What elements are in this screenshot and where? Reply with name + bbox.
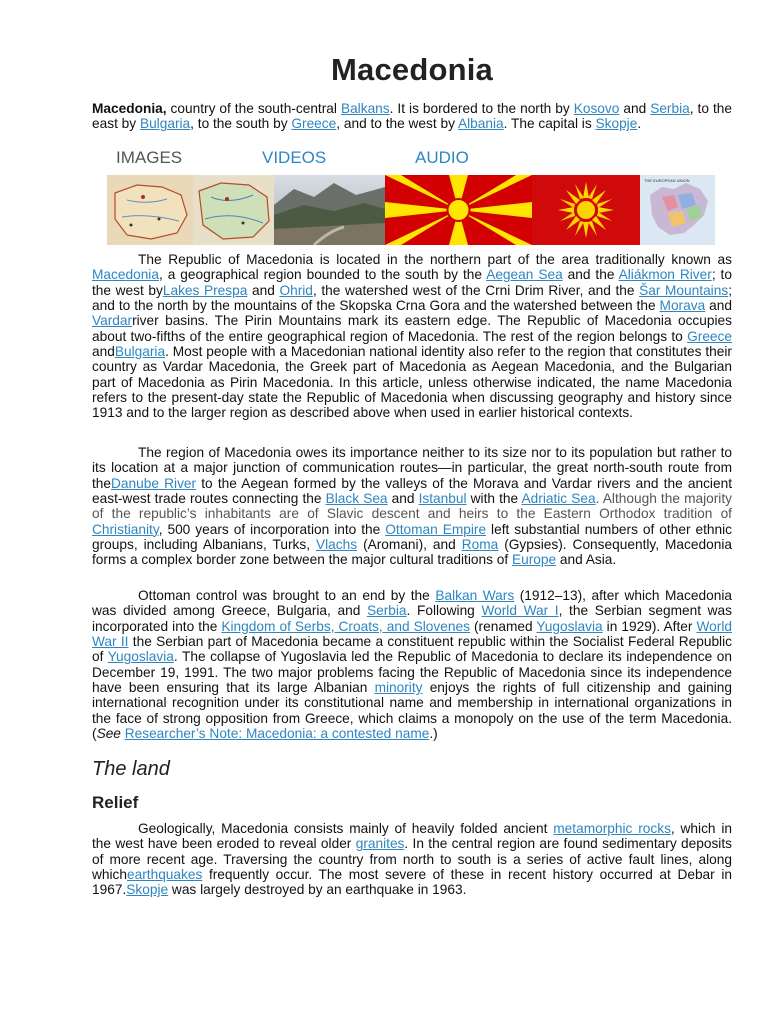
text: The region of Macedonia owes its importance neither to its size nor to its population but rather to its location at a major junction of communication routes—in particular, the great north-south route from the (92, 445, 732, 491)
text: and Asia. (556, 552, 617, 568)
europe-map-caption: THE EUROPEAN UNION (644, 178, 690, 183)
link-adriatic-sea[interactable]: Adriatic Sea (521, 491, 596, 507)
text: and (247, 282, 280, 298)
link-aliakmon-river[interactable]: Aliákmon River (618, 267, 712, 283)
text: Ottoman control was brought to an end by the (138, 588, 436, 603)
intro-paragraph (92, 101, 732, 132)
link-macedonia[interactable]: Macedonia (92, 267, 159, 283)
text: , the Serbian segment was incorporated into the (92, 603, 732, 634)
link-christianity[interactable]: Christianity (92, 521, 159, 537)
image-strip (107, 175, 715, 245)
link-granites[interactable]: granites (355, 836, 405, 852)
link-sar-mountains[interactable]: Šar Mountains (639, 282, 729, 298)
text: country of the south-central (166, 101, 341, 116)
text: in 1929). After (602, 618, 697, 634)
text: with the (466, 491, 522, 507)
text: . The collapse of Yugoslavia led the Republic of Macedonia to declare its independence on December 19, 1991. The two major problems facing the Republic of Macedonia since its independence have been ensuring that its large Albanian (92, 649, 732, 696)
text: the Serbian part of Macedonia became a constituent republic within the Socialist Federal Republic of (92, 634, 732, 665)
subsection-heading-relief: Relief (92, 793, 139, 812)
media-tabs (116, 148, 536, 170)
link-morava[interactable]: Morava (659, 298, 706, 314)
text: and (387, 491, 419, 507)
text: , 500 years of incorporation into the (158, 521, 386, 537)
link-metamorphic-rocks[interactable]: metamorphic rocks (553, 821, 671, 836)
text: , which in the west have been eroded to reveal older (92, 821, 733, 852)
link-serbia[interactable]: Serbia (650, 101, 690, 116)
link-danube-river[interactable]: Danube River (111, 475, 197, 491)
text: ; and to the north by the mountains of the Skopska Crna Gora and the watershed between the (92, 282, 732, 314)
text: Geologically, Macedonia consists mainly of heavily folded ancient (138, 821, 554, 836)
text: and (705, 298, 733, 314)
text: , to the east by (92, 101, 732, 132)
text: , the watershed west of the Crni Drim River, and the (312, 282, 640, 298)
paragraph-importance (92, 445, 732, 568)
text: . Although the majority of the republic’s inhabitants are of Slavic descent and heirs to the Eastern Orthodox tradition of (92, 491, 732, 522)
text: . In the central region are found sedimentary deposits of more recent age. Traversing the country from north to south is a series of active fault lines, along which (92, 836, 732, 883)
text: to the Aegean formed by the valleys of the Morava and Vardar rivers and the ancient east-west trade routes connecting the (92, 475, 732, 507)
link-skopje-2[interactable]: Skopje (126, 882, 169, 898)
link-world-war-2[interactable]: World War II (92, 618, 732, 650)
map-thumbnail-2[interactable] (193, 175, 274, 245)
link-vardar[interactable]: Vardar (92, 313, 133, 329)
text: river basins. The Pirin Mountains mark its eastern edge. The Republic of Macedonia occupies about two-fifths of the entire geographical region of Macedonia. The rest of the region belongs to (92, 313, 732, 344)
link-roma[interactable]: Roma (461, 537, 499, 553)
link-yugoslavia[interactable]: Yugoslavia (536, 618, 603, 634)
flag-thumbnail-1[interactable] (385, 175, 532, 245)
link-kingdom-scs[interactable]: Kingdom of Serbs, Croats, and Slovenes (221, 618, 470, 634)
paragraph-relief (92, 821, 732, 898)
flag-thumbnail-2[interactable] (532, 175, 640, 245)
link-bulgaria[interactable]: Bulgaria (139, 116, 191, 132)
text: left substantial numbers of other ethnic groups, including Albanians, Turks, (92, 521, 732, 553)
text: (1912–13), after which Macedonia was divided among Greece, Bulgaria, and (92, 588, 732, 619)
link-lakes-prespa[interactable]: Lakes Prespa (162, 282, 248, 298)
text: , to the south by (190, 116, 292, 132)
text: was largely destroyed by an earthquake in 1963. (168, 882, 467, 898)
tab-images[interactable]: IMAGES (116, 148, 183, 167)
text: .) (429, 726, 438, 742)
link-albania[interactable]: Albania (458, 116, 504, 132)
text: The Republic of Macedonia is located in the northern part of the area traditionally known as (138, 252, 732, 267)
link-black-sea[interactable]: Black Sea (325, 491, 388, 507)
link-bulgaria-2[interactable]: Bulgaria (114, 344, 166, 360)
link-vlachs[interactable]: Vlachs (316, 537, 358, 553)
link-ottoman-empire[interactable]: Ottoman Empire (385, 521, 487, 537)
link-yugoslavia-2[interactable]: Yugoslavia (107, 649, 174, 665)
link-researchers-note[interactable]: Researcher’s Note: Macedonia: a contested name (124, 726, 430, 742)
tab-audio[interactable]: AUDIO (415, 148, 469, 167)
link-skopje[interactable]: Skopje (595, 116, 638, 132)
text: and (92, 344, 115, 360)
text: , and to the west by (336, 116, 458, 132)
text: . It is bordered to the north by (389, 101, 574, 116)
page-title: Macedonia (330, 52, 493, 87)
text: . Following (406, 603, 482, 619)
link-earthquakes[interactable]: earthquakes (127, 867, 203, 883)
see-label: See (96, 726, 121, 742)
intro-bold-term: Macedonia, (92, 101, 167, 116)
tab-videos[interactable]: VIDEOS (262, 148, 327, 167)
text: and (619, 101, 651, 116)
section-heading-the-land: The land (92, 758, 170, 780)
link-greece[interactable]: Greece (291, 116, 337, 132)
text: and the (562, 267, 619, 283)
text: frequently occur. The most severe of these in recent history occurred at Debar in 1967. (92, 867, 732, 898)
text: enjoys the rights of full citizenship and gaining international recognition under its constitutional name and membership in international organizations in the face of strong opposition from Greece, which claims a monopoly on the use of the term Macedonia. ( (92, 680, 732, 742)
link-serbia-2[interactable]: Serbia (366, 603, 407, 619)
link-aegean-sea[interactable]: Aegean Sea (486, 267, 563, 283)
map-thumbnail-1[interactable] (107, 175, 193, 245)
text: . The capital is (503, 116, 596, 132)
landscape-thumbnail[interactable] (274, 175, 385, 245)
link-balkans[interactable]: Balkans (340, 101, 390, 116)
text: , a geographical region bounded to the south by the (158, 267, 487, 283)
link-world-war-1[interactable]: World War I (481, 603, 559, 619)
link-minority[interactable]: minority (374, 680, 423, 696)
link-istanbul[interactable]: Istanbul (418, 491, 467, 507)
link-ohrid[interactable]: Ohrid (279, 282, 313, 298)
link-greece-2[interactable]: Greece (687, 328, 732, 344)
text: . (637, 116, 642, 132)
text: (renamed (469, 618, 537, 634)
paragraph-history (92, 588, 732, 741)
text: (Gypsies). Consequently, Macedonia forms a complex border zone between the major cultural traditions of (92, 537, 732, 568)
paragraph-geography (92, 252, 732, 421)
text: ; to the west by (92, 267, 732, 298)
link-europe[interactable]: Europe (511, 552, 557, 568)
europe-map-thumbnail[interactable] (640, 175, 715, 245)
link-kosovo[interactable]: Kosovo (573, 101, 620, 116)
link-balkan-wars[interactable]: Balkan Wars (435, 588, 515, 603)
text: (Aromani), and (357, 537, 462, 553)
text: . Most people with a Macedonian national identity also refer to the region that constitutes their country as Vardar Macedonia, the Greek part of Macedonia as Aegean Macedonia, and the Bulgarian part of Macedonia as Pirin Macedonia. In this article, unless otherwise indicated, the name Macedonia refers to the present-day state the Republic of Macedonia when discussing geography and history since 1913 and to the larger region as described above when used in earlier historical contexts. (92, 344, 732, 421)
